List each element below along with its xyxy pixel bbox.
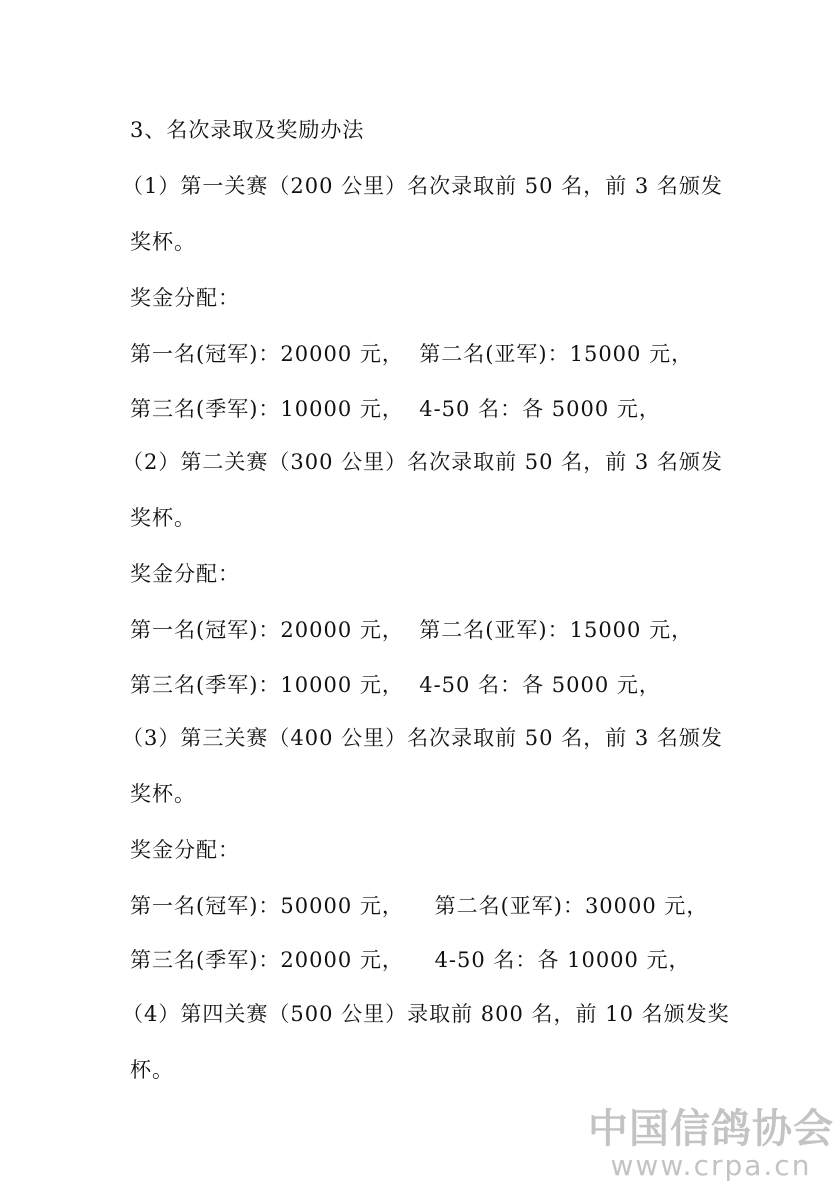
watermark-name: 中国信鸽协会	[588, 1106, 834, 1152]
stage-4-trophy-text: 杯。	[130, 1058, 174, 1082]
stage-1-trophy-text: 奖杯。	[130, 230, 196, 254]
watermark-logo	[588, 1107, 834, 1181]
stage-3-trophy-text: 奖杯。	[130, 782, 196, 806]
stage-2-prize-line-2: 第三名(季军)：10000 元， 4-50 名：各 5000 元，	[130, 673, 661, 697]
watermark-url: www.crpa.cn	[610, 1149, 812, 1182]
stage-2-trophy-text: 奖杯。	[130, 506, 196, 530]
stage-1-prize-heading: 奖金分配：	[130, 286, 240, 310]
section-heading: 3、名次录取及奖励办法	[130, 118, 365, 142]
stage-2-text: （2）第二关赛（300 公里）名次录取前 50 名，前 3 名颁发	[122, 450, 723, 474]
stage-1-text: （1）第一关赛（200 公里）名次录取前 50 名，前 3 名颁发	[122, 174, 723, 198]
stage-1-prize-line-1: 第一名(冠军)：20000 元， 第二名(亚军)：15000 元，	[130, 342, 694, 366]
stage-3-prize-line-2: 第三名(季军)：20000 元， 4-50 名：各 10000 元，	[130, 948, 691, 972]
stage-3-prize-heading: 奖金分配：	[130, 838, 240, 862]
stage-2-prize-heading: 奖金分配：	[130, 562, 240, 586]
stage-3-text: （3）第三关赛（400 公里）名次录取前 50 名，前 3 名颁发	[122, 726, 723, 750]
stage-4-text: （4）第四关赛（500 公里）录取前 800 名，前 10 名颁发奖	[122, 1002, 730, 1026]
stage-3-prize-line-1: 第一名(冠军)：50000 元， 第二名(亚军)：30000 元，	[130, 894, 709, 918]
stage-1-prize-line-2: 第三名(季军)：10000 元， 4-50 名：各 5000 元，	[130, 397, 661, 421]
stage-2-prize-line-1: 第一名(冠军)：20000 元， 第二名(亚军)：15000 元，	[130, 618, 694, 642]
